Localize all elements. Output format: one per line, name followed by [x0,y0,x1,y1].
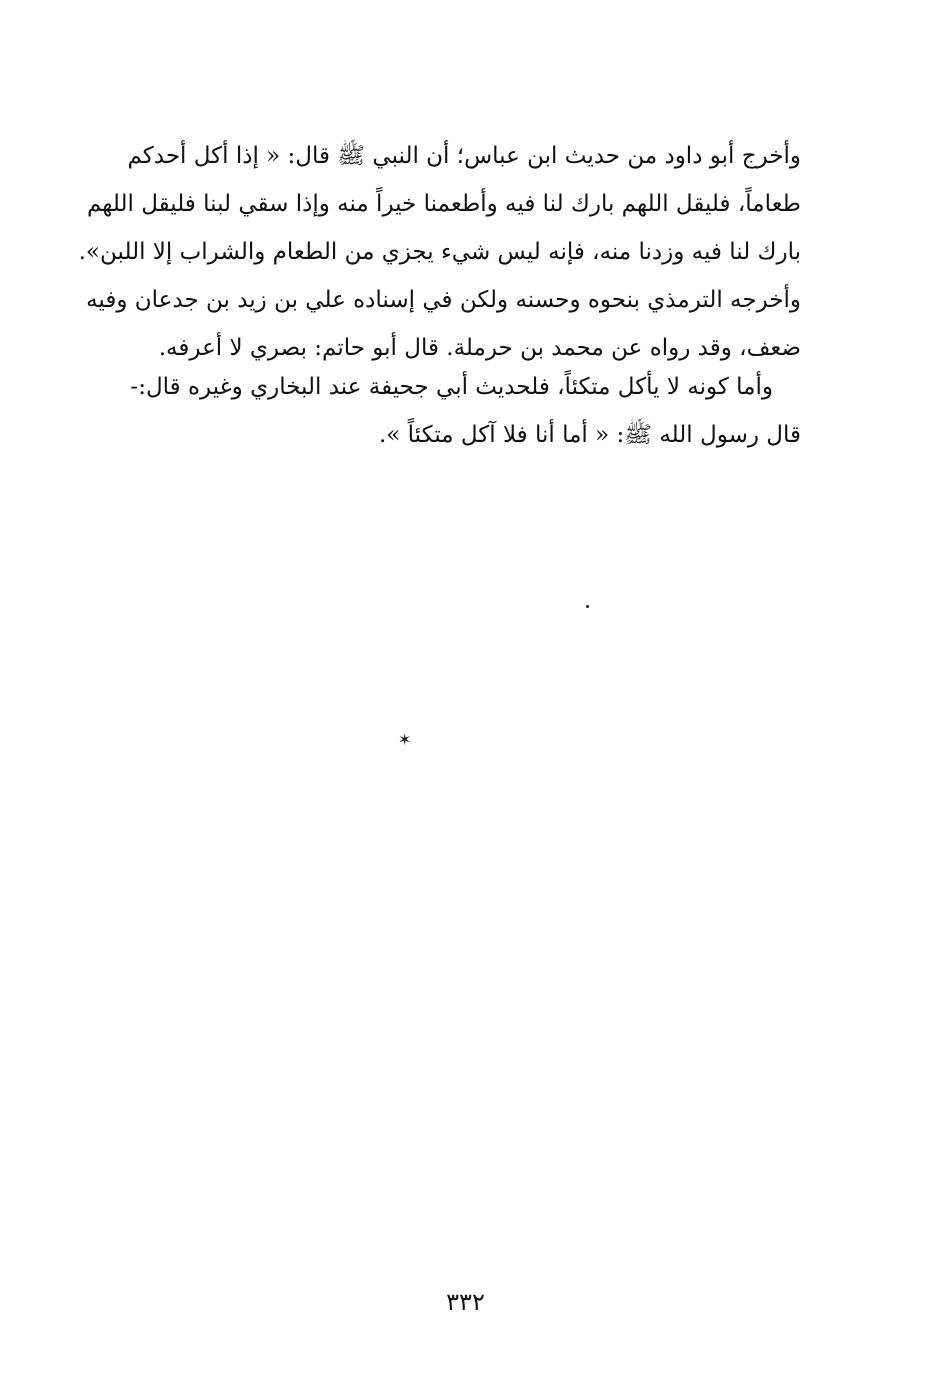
text-line: ضعف، وقد رواه عن محمد بن حرملة. قال أبو حاتم: بصري لا أعرفه. [158,335,801,361]
paragraph-1 [78,132,801,372]
text-line: طعاماً، فليقل اللهم بارك لنا فيه وأطعمنا خيراً منه وإذا سقي لبنا فليقل اللهم [86,191,801,217]
scan-artifact-mark: ✶ [398,730,412,749]
page-number: ٣٣٢ [446,1288,485,1316]
scan-speck [586,605,589,608]
text-line: وأخرجه الترمذي بنحوه وحسنه ولكن في إسناده علي بن زيد بن جدعان وفيه [86,287,801,313]
text-line: وأخرج أبو داود من حديث ابن عباس؛ أن النبي ﷺ قال: « إذا أكل أحدكم [127,143,801,169]
text-line: وأما كونه لا يأكل متكئاً، فلحديث أبي جحيفة عند البخاري وغيره قال:- [130,374,773,400]
paragraph-2 [101,363,801,459]
text-line: بارك لنا فيه وزدنا منه، فإنه ليس شيء يجزي من الطعام والشراب إلا اللبن». [78,239,801,265]
text-line: قال رسول الله ﷺ: « أما أنا فلا آكل متكئاً ». [378,422,801,448]
